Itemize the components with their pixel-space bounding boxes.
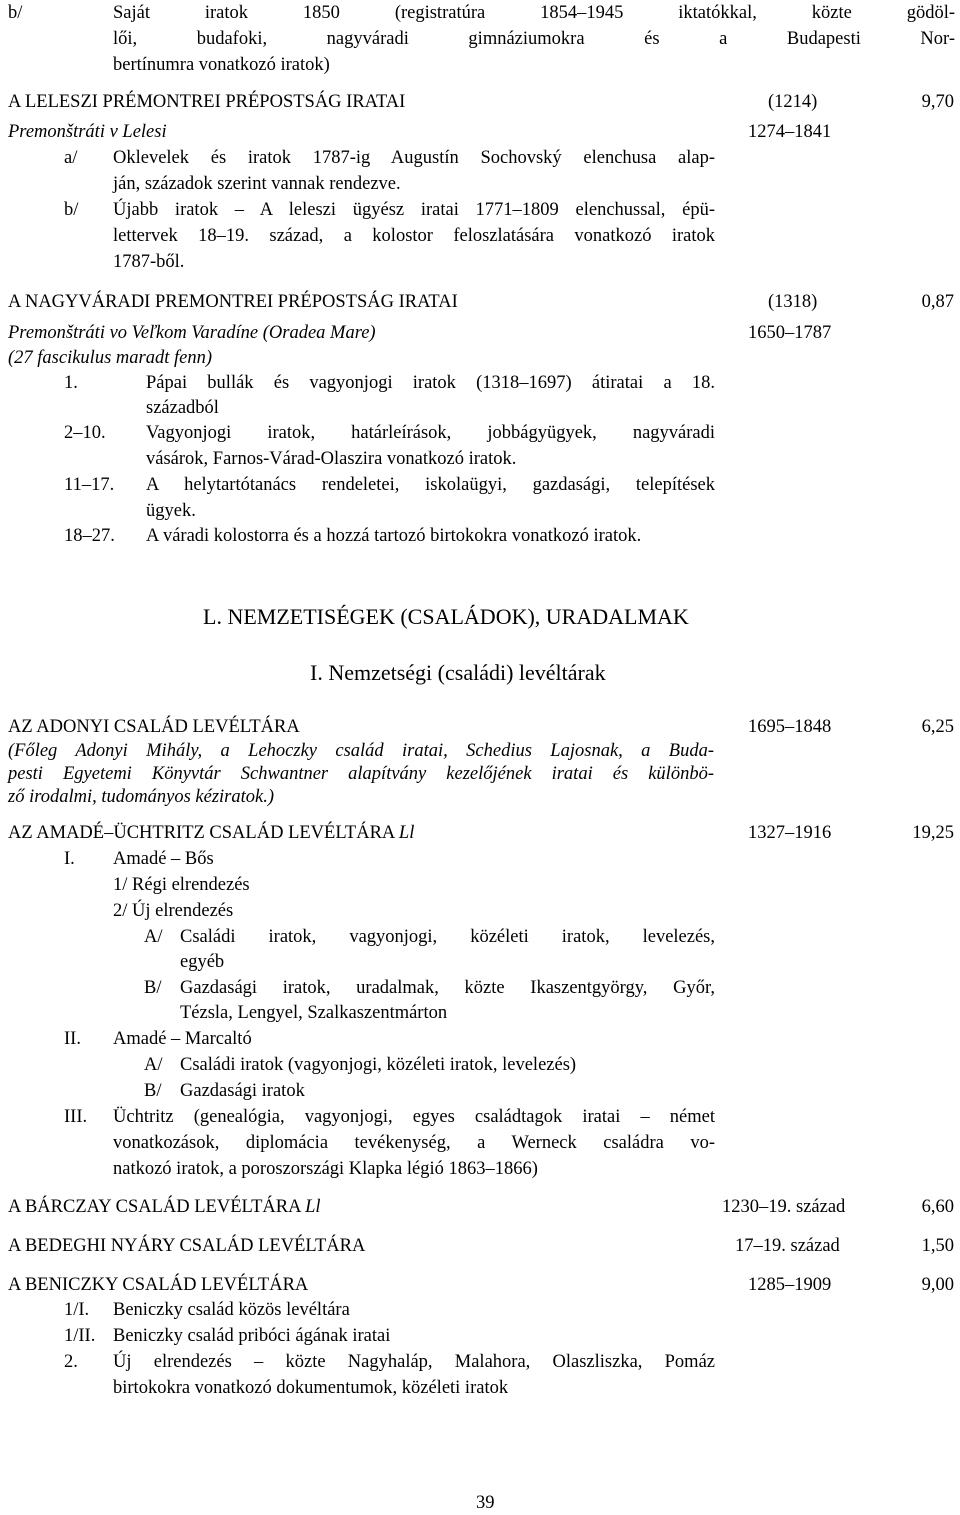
nagyvaradi-item-2-line-2: vásárok, Farnos-Várad-Olaszira vonatkozó iratok.: [146, 449, 517, 469]
amade-ii-num: II.: [64, 1029, 81, 1049]
amade-a-line-2: egyéb: [180, 952, 225, 972]
amade-b-marker: B/: [144, 978, 162, 998]
leleszi-b-line-3: 1787-ből.: [113, 252, 185, 272]
amade-title-text: AZ AMADÉ–ÜCHTRITZ CSALÁD LEVÉLTÁRA: [8, 823, 395, 843]
beniczky-item-2-num: 1/II.: [64, 1326, 96, 1346]
beniczky-item-3-num: 2.: [64, 1352, 78, 1372]
nagyvaradi-subtitle: Premonštráti vo Veľkom Varadíne (Oradea Mare): [8, 323, 376, 343]
nagyvaradi-item-2-num: 2–10.: [64, 423, 106, 443]
barczay-title: [8, 1196, 321, 1218]
beniczky-item-1-num: 1/I.: [64, 1300, 90, 1320]
amade-a-line-1: Családi iratok, vagyonjogi, közéleti iratok, levelezés,: [180, 927, 715, 947]
amade-i-text: Amadé – Bős: [113, 849, 214, 869]
adonyi-title: AZ ADONYI CSALÁD LEVÉLTÁRA: [8, 717, 300, 737]
amade-i-2: 2/ Új elrendezés: [113, 901, 234, 921]
top-b-line-2: lői, budafoki, nagyváradi gimnáziumokra és a Budapesti Nor-: [113, 29, 955, 49]
leleszi-subdate: 1274–1841: [748, 122, 832, 142]
top-b-marker: b/: [8, 3, 23, 23]
barczay-title-text: A BÁRCZAY CSALÁD LEVÉLTÁRA: [8, 1197, 301, 1217]
amade-ii-b-text: Gazdasági iratok: [180, 1081, 305, 1101]
leleszi-b-line-1: Újabb iratok – A leleszi ügyész iratai 1771–1809 elenchussal, épü-: [113, 200, 715, 220]
adonyi-date: 1695–1848: [748, 717, 832, 737]
adonyi-note-line-3: ző irodalmi, tudományos kéziratok.): [8, 787, 275, 807]
amade-i-1: 1/ Régi elrendezés: [113, 875, 250, 895]
nagyvaradi-size: 0,87: [921, 292, 954, 312]
barczay-date: 1230–19. század: [722, 1197, 846, 1217]
section-subheading: I. Nemzetségi (családi) levéltárak: [310, 660, 606, 685]
amade-ii-a-marker: A/: [144, 1055, 163, 1075]
bedeghi-size: 1,50: [921, 1236, 954, 1256]
amade-iii-line-3: natkozó iratok, a poroszországi Klapka légió 1863–1866): [113, 1159, 538, 1179]
beniczky-size: 9,00: [921, 1275, 954, 1295]
amade-iii-line-1: Üchtritz (genealógia, vagyonjogi, egyes családtagok iratai – német: [113, 1107, 715, 1127]
leleszi-b-marker: b/: [64, 200, 79, 220]
leleszi-subtitle: Premonštráti v Lelesi: [8, 122, 167, 142]
leleszi-b-line-2: lettervek 18–19. század, a kolostor feloszlatására vonatkozó iratok: [113, 226, 715, 246]
amade-iii-num: III.: [64, 1107, 88, 1127]
bedeghi-date: 17–19. század: [735, 1236, 840, 1256]
amade-a-marker: A/: [144, 927, 163, 947]
leleszi-size: 9,70: [921, 92, 954, 112]
amade-date: 1327–1916: [748, 823, 832, 843]
beniczky-item-2-text: Beniczky család pribóci ágának iratai: [113, 1326, 391, 1346]
nagyvaradi-subdate: 1650–1787: [748, 323, 832, 343]
nagyvaradi-item-4-num: 18–27.: [64, 526, 115, 546]
nagyvaradi-date: (1318): [768, 292, 818, 312]
nagyvaradi-note: (27 fascikulus maradt fenn): [8, 348, 212, 368]
amade-title: [8, 822, 414, 844]
adonyi-note-line-2: pesti Egyetemi Könyvtár Schwantner alapítvány kezelőjének iratai és különbö-: [8, 764, 714, 784]
amade-b-line-2: Tézsla, Lengyel, Szalkaszentmárton: [180, 1003, 448, 1023]
nagyvaradi-item-1-line-2: századból: [146, 398, 219, 418]
barczay-title-suffix: Ll: [305, 1197, 321, 1217]
beniczky-date: 1285–1909: [748, 1275, 832, 1295]
nagyvaradi-title: A NAGYVÁRADI PREMONTREI PRÉPOSTSÁG IRATAI: [8, 292, 458, 312]
section-heading: L. NEMZETISÉGEK (CSALÁDOK), URADALMAK: [203, 604, 689, 629]
beniczky-item-1-text: Beniczky család közös levéltára: [113, 1300, 350, 1320]
amade-i-num: I.: [64, 849, 75, 869]
amade-ii-a-text: Családi iratok (vagyonjogi, közéleti iratok, levelezés): [180, 1055, 577, 1075]
amade-size: 19,25: [912, 823, 954, 843]
leleszi-a-marker: a/: [64, 148, 78, 168]
beniczky-item-3-line-1: Új elrendezés – közte Nagyhaláp, Malahora, Olaszliszka, Pomáz: [113, 1352, 715, 1372]
top-b-line-3: bertínumra vonatkozó iratok): [113, 55, 330, 75]
amade-b-line-1: Gazdasági iratok, uradalmak, közte Ikaszentgyörgy, Győr,: [180, 978, 715, 998]
beniczky-item-3-line-2: birtokokra vonatkozó dokumentumok, közéleti iratok: [113, 1378, 509, 1398]
nagyvaradi-item-3-line-2: ügyek.: [146, 501, 196, 521]
nagyvaradi-item-1-line-1: Pápai bullák és vagyonjogi iratok (1318–1697) átiratai a 18.: [146, 373, 715, 393]
leleszi-a-line-2: ján, századok szerint vannak rendezve.: [113, 174, 401, 194]
nagyvaradi-item-1-num: 1.: [64, 373, 78, 393]
top-b-line-1: Saját iratok 1850 (registratúra 1854–1945 iktatókkal, közte gödöl-: [113, 3, 955, 23]
leleszi-a-line-1: Oklevelek és iratok 1787-ig Augustín Sochovský elenchusa alap-: [113, 148, 715, 168]
adonyi-size: 6,25: [921, 717, 954, 737]
amade-title-suffix: Ll: [398, 823, 415, 843]
page-number: 39: [476, 1493, 495, 1513]
nagyvaradi-item-4-line-1: A váradi kolostorra és a hozzá tartozó birtokokra vonatkozó iratok.: [146, 526, 642, 546]
beniczky-title: A BENICZKY CSALÁD LEVÉLTÁRA: [8, 1275, 309, 1295]
leleszi-date: (1214): [768, 92, 818, 112]
amade-ii-text: Amadé – Marcaltó: [113, 1029, 252, 1049]
nagyvaradi-item-3-line-1: A helytartótanács rendeletei, iskolaügyi, gazdasági, telepítések: [146, 475, 715, 495]
barczay-size: 6,60: [921, 1197, 954, 1217]
leleszi-title: A LELESZI PRÉMONTREI PRÉPOSTSÁG IRATAI: [8, 92, 406, 112]
nagyvaradi-item-3-num: 11–17.: [64, 475, 115, 495]
adonyi-note-line-1: (Főleg Adonyi Mihály, a Lehoczky család iratai, Schedius Lajosnak, a Buda-: [8, 741, 714, 761]
amade-iii-line-2: vonatkozások, diplomácia tevékenység, a Werneck családra vo-: [113, 1133, 715, 1153]
bedeghi-title: A BEDEGHI NYÁRY CSALÁD LEVÉLTÁRA: [8, 1236, 366, 1256]
amade-ii-b-marker: B/: [144, 1081, 162, 1101]
nagyvaradi-item-2-line-1: Vagyonjogi iratok, határleírások, jobbágyügyek, nagyváradi: [146, 423, 715, 443]
